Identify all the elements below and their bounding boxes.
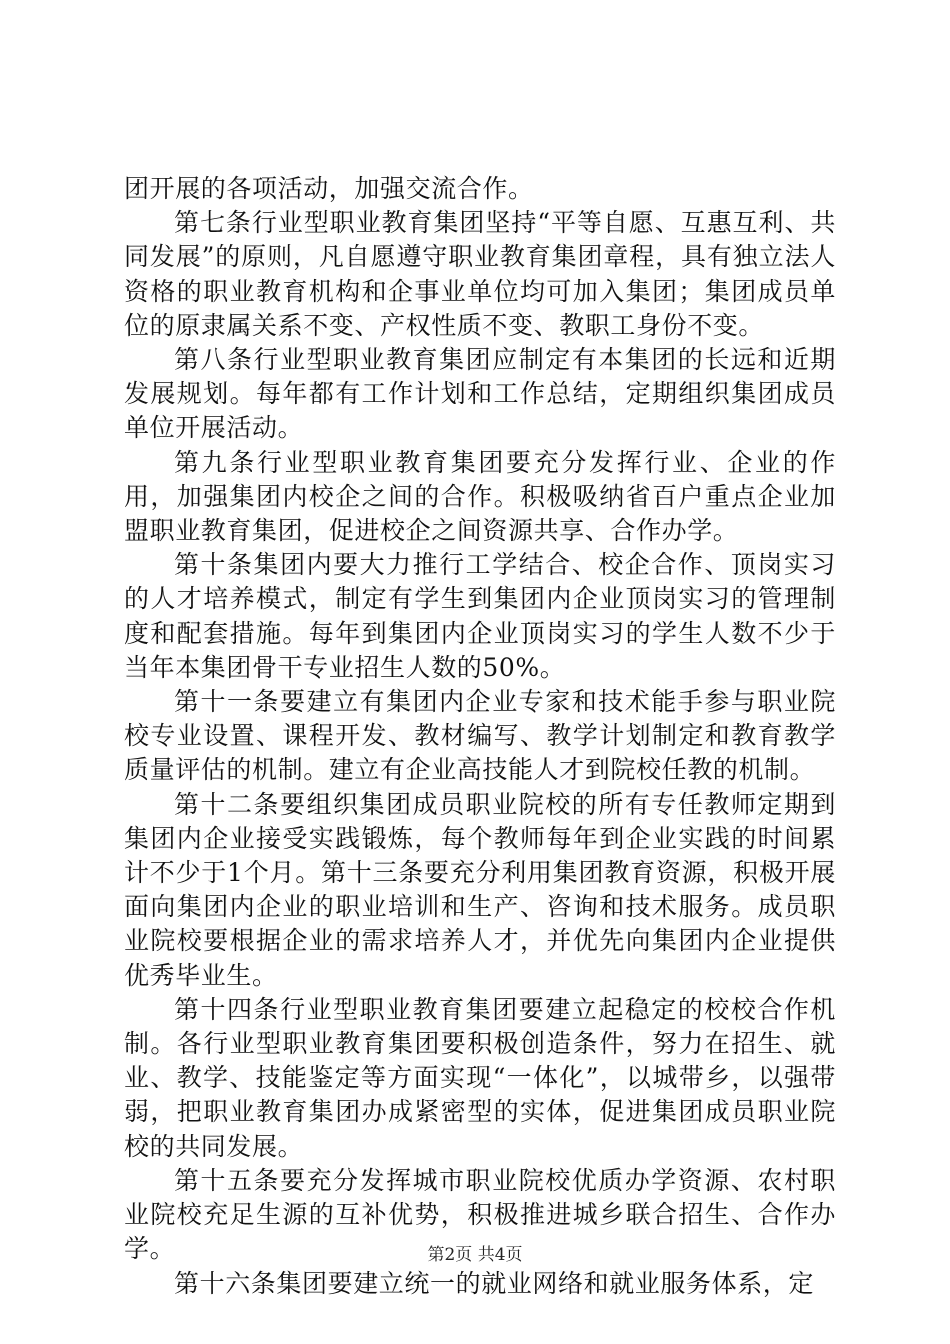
paragraph-article-8: 第八条行业型职业教育集团应制定有本集团的长远和近期发展规划。每年都有工作计划和工作总结，定期组织集团成员单位开展活动。 bbox=[124, 345, 836, 443]
page-number-footer: 第2页 共4页 bbox=[427, 1245, 523, 1265]
paragraph-article-7: 第七条行业型职业教育集团坚持“平等自愿、互惠互利、共同发展”的原则，凡自愿遵守职业教育集团章程，具有独立法人资格的职业教育机构和企事业单位均可加入集团；集团成员单位的原隶属关系不变、产权性质不变、教职工身份不变。 bbox=[124, 208, 836, 340]
paragraph-article-9: 第九条行业型职业教育集团要充分发挥行业、企业的作用，加强集团内校企之间的合作。积极吸纳省百户重点企业加盟职业教育集团，促进校企之间资源共享、合作办学。 bbox=[124, 447, 836, 546]
paragraph-article-16: 第十六条集团要建立统一的就业网络和就业服务体系，定 bbox=[174, 1268, 815, 1298]
paragraph-article-10: 第十条集团内要大力推行工学结合、校企合作、顶岗实习的人才培养模式，制定有学生到集团内企业顶岗实习的管理制度和配套措施。每年到集团内企业顶岗实习的学生人数不少于当年本集团骨干专业招生人数的50%。 bbox=[124, 550, 836, 682]
paragraph-article-15: 第十五条要充分发挥城市职业院校优质办学资源、农村职业院校充足生源的互补优势，积极推进城乡联合招生、合作办学。 bbox=[124, 1165, 836, 1264]
paragraph-article-11: 第十一条要建立有集团内企业专家和技术能手参与职业院校专业设置、课程开发、教材编写、教学计划制定和教育教学质量评估的机制。建立有企业高技能人才到院校任教的机制。 bbox=[124, 687, 836, 785]
paragraph-continuation: 团开展的各项活动，加强交流合作。 bbox=[124, 174, 534, 203]
paragraph-article-14: 第十四条行业型职业教育集团要建立起稳定的校校合作机制。各行业型职业教育集团要积极创造条件，努力在招生、就业、教学、技能鉴定等方面实现“一体化”，以城带乡，以强带弱，把职业教育集团办成紧密型的实体，促进集团成员职业院校的共同发展。 bbox=[124, 994, 836, 1161]
document-body bbox=[124, 172, 836, 1301]
paragraph-article-12-13: 第十二条要组织集团成员职业院校的所有专任教师定期到集团内企业接受实践锻炼，每个教师每年到企业实践的时间累计不少于1个月。第十三条要充分利用集团教育资源，积极开展面向集团内企业的职业培训和生产、咨询和技术服务。成员职业院校要根据企业的需求培养人才，并优先向集团内企业提供优秀毕业生。 bbox=[124, 789, 836, 990]
